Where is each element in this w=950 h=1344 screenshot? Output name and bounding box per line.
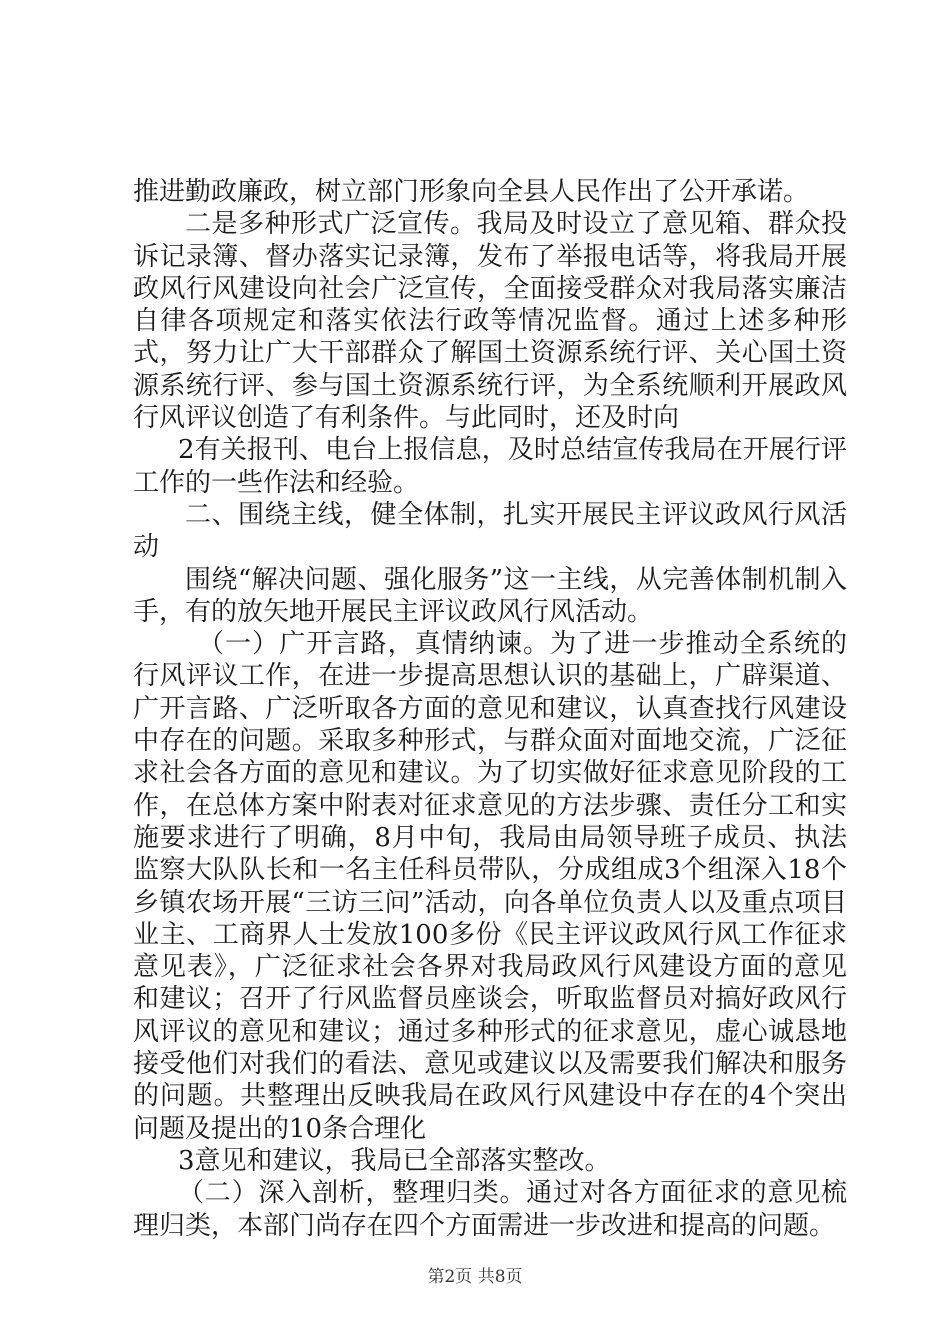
subsection-1: （一）广开言路，真情纳谏。为了进一步推动全系统的行风评议工作，在进一步提高思想认识的基础上，广辟渠道、广开言路、广泛听取各方面的意见和建议，认真查找行风建设中存在的问题。采取多种形式，与群众面对面地交流，广泛征求社会各方面的意见和建议。为了切实做好征求意见阶段的工作，在总体方案中附表对征求意见的方法步骤、责任分工和实施要求进行了明确，8月中旬，我局由局领导班子成员、执法监察大队队长和一名主任科员带队，分成组成3个组深入18个乡镇农场开展“三访三问”活动，向各单位负责人以及重点项目业主、工商界人士发放100多份《民主评议政风行风工作征求意见表》，广泛征求社会各界对我局政风行风建设方面的意见和建议；召开了行风监督员座谈会，听取监督员对搞好政风行风评议的意见和建议；通过多种形式的征求意见，虚心诚恳地接受他们对我们的看法、意见或建议以及需要我们解决和服务的问题。共整理出反映我局在政风行风建设中存在的4个突出问题及提出的10条合理化: [133, 629, 847, 1144]
paragraph-2: 二是多种形式广泛宣传。我局及时设立了意见箱、群众投诉记录簿、督办落实记录簿，发布了举报电话等，将我局开展政风行风建设向社会广泛宣传，全面接受群众对我局落实廉洁自律各项规定和落实依法行政等情况监督。通过上述多种形式，努力让广大干部群众了解国土资源系统行评、关心国土资源系统行评、参与国土资源系统行评，为全系统顺利开展政风行风评议创造了有利条件。与此同时，还及时向: [133, 209, 847, 434]
paragraph-1: 推进勤政廉政，树立部门形象向全县人民作出了公开承诺。: [133, 177, 810, 207]
paragraph-4: 围绕“解决问题、强化服务”这一主线，从完善体制机制入手，有的放矢地开展民主评议政风行风活动。: [133, 564, 847, 627]
paragraph-3: 2有关报刊、电台上报信息，及时总结宣传我局在开展行评工作的一些作法和经验。: [133, 435, 847, 498]
document-body: [133, 176, 847, 1242]
paragraph-5: 3意见和建议，我局已全部落实整改。: [178, 1145, 611, 1176]
page-footer: 第2页 共8页: [427, 1267, 523, 1287]
section-heading: 二、围绕主线，健全体制，扎实开展民主评议政风行风活动: [133, 499, 847, 563]
subsection-2: （二）深入剖析，整理归类。通过对各方面征求的意见梳理归类，本部门尚存在四个方面需进一步改进和提高的问题。: [133, 1178, 847, 1241]
